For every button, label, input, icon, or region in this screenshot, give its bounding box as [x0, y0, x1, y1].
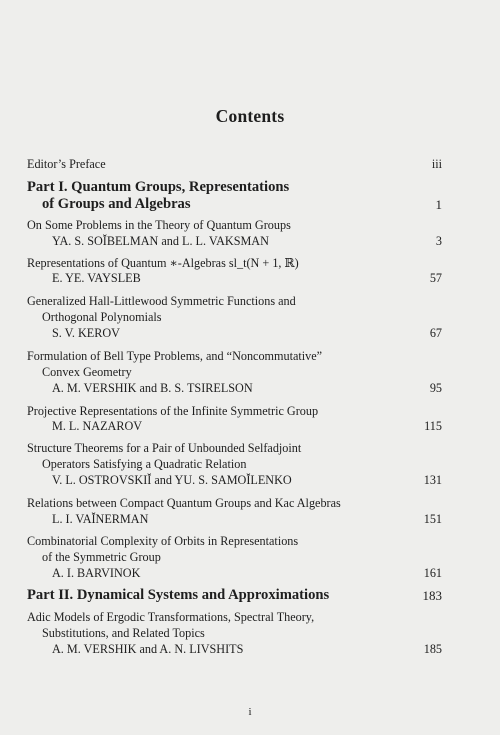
- toc-entry-authors: YA. S. SOĬBELMAN and L. L. VAKSMAN: [52, 234, 269, 248]
- toc-page-number: 67: [429, 326, 442, 340]
- toc-entry-authors: A. M. VERSHIK and B. S. TSIRELSON: [52, 381, 253, 395]
- toc-entry-title: Operators Satisfying a Quadratic Relation: [42, 457, 247, 471]
- toc-page-number: 183: [422, 588, 442, 603]
- toc-entry-title: Substitutions, and Related Topics: [42, 626, 205, 640]
- toc-entry-authors: S. V. KEROV: [52, 326, 120, 340]
- toc-entry-title: Relations between Compact Quantum Groups and Kac Algebras: [27, 496, 341, 510]
- toc-part-heading: Part II. Dynamical Systems and Approximations: [27, 587, 330, 603]
- toc-entry-title: of the Symmetric Group: [42, 550, 161, 564]
- toc-entry-authors: V. L. OSTROVSKIĬ and YU. S. SAMOĬLENKO: [52, 473, 292, 487]
- toc-entry-title: On Some Problems in the Theory of Quantum Groups: [27, 218, 291, 232]
- toc-page-number: 1: [435, 197, 442, 212]
- toc-part-heading: Part I. Quantum Groups, Representations: [27, 179, 290, 195]
- toc-entry-title: Editor’s Preface: [27, 157, 106, 171]
- toc-entry-authors: L. I. VAĬNERMAN: [52, 512, 149, 526]
- toc-part-heading: of Groups and Algebras: [42, 196, 191, 212]
- toc-entry-authors: A. M. VERSHIK and A. N. LIVSHITS: [52, 642, 244, 656]
- toc-entry-title: Combinatorial Complexity of Orbits in Representations: [27, 534, 299, 548]
- toc-page-number: 185: [423, 642, 442, 656]
- toc-entry-authors: E. YE. VAYSLEB: [52, 271, 141, 285]
- toc-entry-title: Adic Models of Ergodic Transformations, Spectral Theory,: [27, 610, 315, 624]
- toc-entry-title: Structure Theorems for a Pair of Unbounded Selfadjoint: [27, 441, 302, 455]
- toc-entry-title: Orthogonal Polynomials: [42, 310, 162, 324]
- toc-page-number: 95: [429, 381, 442, 395]
- toc-entry-title: Convex Geometry: [42, 365, 132, 379]
- toc-page-number: 57: [429, 271, 442, 285]
- toc-page-number: 161: [423, 566, 442, 580]
- toc-page-number: 131: [423, 473, 442, 487]
- toc-entry-title: Generalized Hall-Littlewood Symmetric Functions and: [27, 294, 296, 308]
- toc-page-number: iii: [431, 157, 442, 171]
- toc-entry-authors: A. I. BARVINOK: [52, 566, 141, 580]
- toc-entry-title: Representations of Quantum ∗-Algebras sl_t(N + 1, ℝ): [27, 256, 299, 270]
- page-title: Contents: [215, 106, 285, 126]
- toc-entry-authors: M. L. NAZAROV: [52, 419, 143, 433]
- page-number: i: [248, 706, 252, 718]
- toc-page-number: 3: [435, 234, 442, 248]
- toc-entry-title: Formulation of Bell Type Problems, and “Noncommutative”: [27, 349, 323, 363]
- toc-entry-title: Projective Representations of the Infinite Symmetric Group: [27, 404, 319, 418]
- toc-page-number: 151: [423, 512, 442, 526]
- toc-page-number: 115: [424, 419, 442, 433]
